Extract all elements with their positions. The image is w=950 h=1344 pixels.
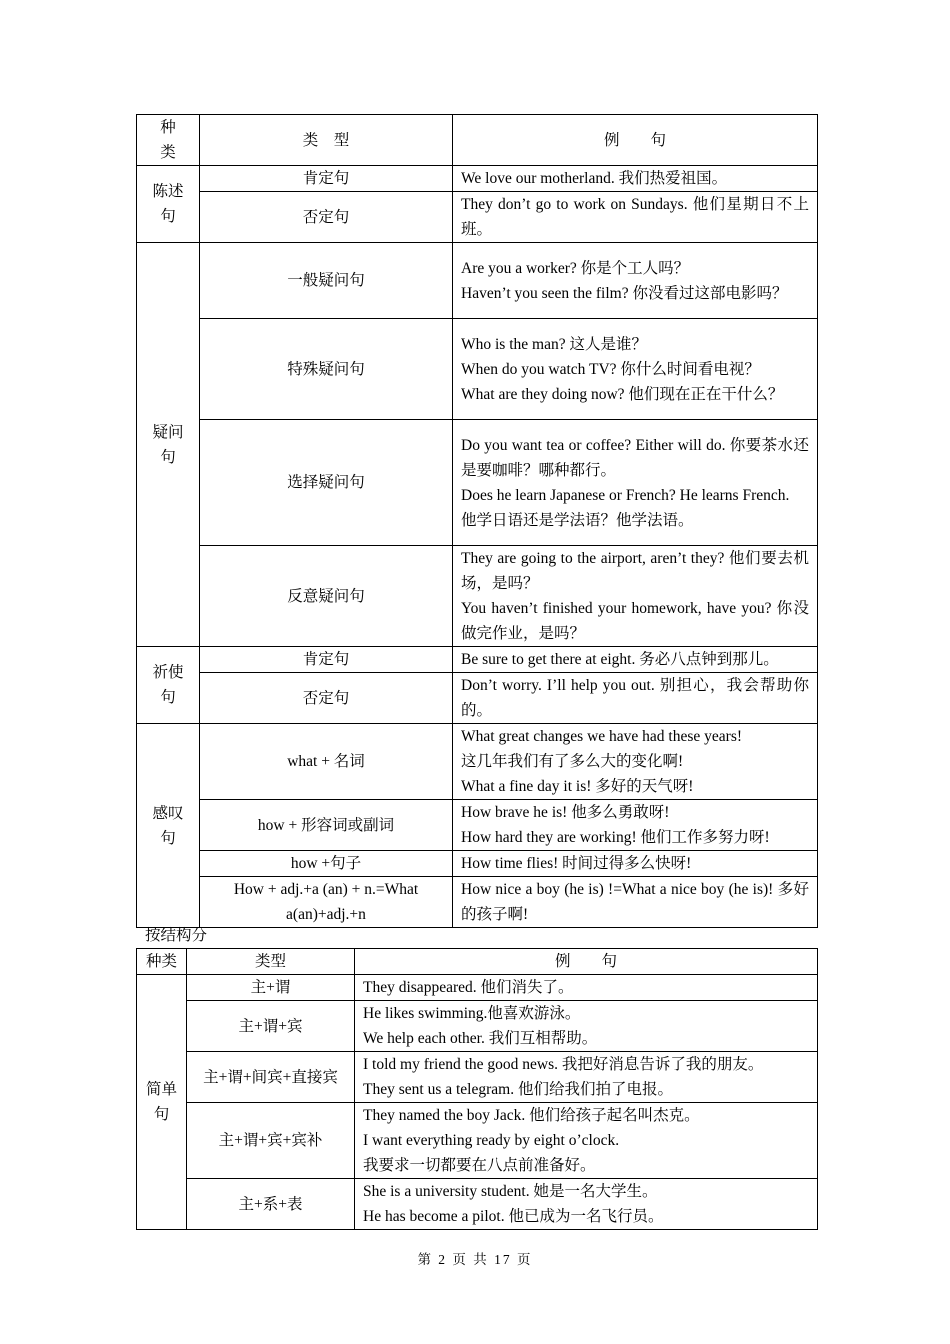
table-row [137,1179,818,1230]
example-line: He has become a pilot. 他已成为一名飞行员。 [363,1208,664,1225]
example-cell [355,975,818,1001]
example-cell [355,1052,818,1103]
table-row [137,800,818,851]
table-row [137,546,818,647]
table-row [137,1052,818,1103]
example-line: We love our motherland. 我们热爱祖国。 [461,170,728,187]
example-line: How brave he is! 他多么勇敢呀! [461,804,670,821]
table-row [137,851,818,877]
table-row [137,1001,818,1052]
type-cell: How + adj.+a (an) + n.=What a(an)+adj.+n [200,877,453,928]
example-line: Be sure to get there at eight. 务必八点钟到那儿。 [461,651,779,668]
example-line: 他学日语还是学法语？他学法语。 [461,511,694,529]
example-line: They sent us a telegram. 他们给我们拍了电报。 [363,1081,673,1098]
table-row [137,673,818,724]
type-cell: 肯定句 [200,647,453,673]
section-title: 按结构分 [145,927,208,944]
type-cell: what + 名词 [200,724,453,800]
category-cell: 陈述句 [137,166,200,243]
type-cell: 主+谓+宾 [187,1001,355,1052]
example-line: I told my friend the good news. 我把好消息告诉了我的朋友。 [363,1056,764,1073]
type-cell: 否定句 [200,192,453,243]
example-cell [453,851,818,877]
example-line: Haven’t you seen the film? 你没看过这部电影吗？ [461,284,788,302]
example-cell [453,192,818,243]
table-row [137,877,818,928]
example-cell [453,243,818,319]
type-cell: 一般疑问句 [200,243,453,319]
example-cell [453,800,818,851]
header-example: 例 句 [355,949,818,975]
table-row [137,724,818,800]
type-cell: 反意疑问句 [200,546,453,647]
example-line: Are you a worker? 你是个工人吗？ [461,259,690,277]
table-header-row [137,115,818,166]
header-example: 例 句 [453,115,818,166]
example-line: What a fine day it is! 多好的天气呀! [461,778,694,795]
example-cell [453,724,818,800]
header-category: 种类 [137,949,187,975]
example-cell [453,647,818,673]
example-line: What great changes we have had these years! [461,728,743,745]
example-line: 我要求一切都要在八点前准备好。 [363,1157,596,1174]
example-line: Does he learn Japanese or French? He learns French. [461,486,790,504]
type-cell: how + 形容词或副词 [200,800,453,851]
example-cell [355,1103,818,1179]
example-line: We help each other. 我们互相帮助。 [363,1030,598,1047]
type-cell: 主+谓+宾+宾补 [187,1103,355,1179]
category-cell: 祈使句 [137,647,200,724]
example-line: Don’t worry. I’ll help you out. 别担心，我会帮助你的。 [461,677,809,719]
page-number-footer: 第 2 页 共 17 页 [417,1252,533,1267]
example-line: You haven’t finished your homework, have you? 你没做完作业，是吗？ [461,600,809,642]
example-cell [453,420,818,546]
table-row [137,166,818,192]
header-category: 种类 [137,115,200,166]
example-cell [355,1179,818,1230]
table-row [137,975,818,1001]
example-line: Who is the man? 这人是谁？ [461,335,647,353]
example-line: How time flies! 时间过得多么快呀! [461,855,692,872]
example-line: He likes swimming.他喜欢游泳。 [363,1005,581,1022]
category-cell: 疑问句 [137,243,200,647]
example-line: Do you want tea or coffee? Either will do. 你要茶水还是要咖啡？哪种都行。 [461,436,809,479]
example-line: What are they doing now? 他们现在正在干什么？ [461,385,784,403]
example-line: 这几年我们有了多么大的变化啊! [461,753,684,770]
type-cell: 否定句 [200,673,453,724]
example-cell [453,319,818,420]
category-cell: 感叹句 [137,724,200,928]
table-row [137,1103,818,1179]
type-cell: 特殊疑问句 [200,319,453,420]
category-cell: 简单句 [137,975,187,1230]
example-line: When do you watch TV? 你什么时间看电视？ [461,360,760,378]
table-row [137,319,818,420]
type-cell: 主+系+表 [187,1179,355,1230]
type-cell: 肯定句 [200,166,453,192]
example-line: She is a university student. 她是一名大学生。 [363,1183,658,1200]
sentence-types-by-function-table [136,114,818,928]
type-cell: 选择疑问句 [200,420,453,546]
table-row [137,192,818,243]
example-line: I want everything ready by eight o’clock. [363,1132,620,1149]
type-cell: 主+谓+间宾+直接宾 [187,1052,355,1103]
header-type: 类型 [187,949,355,975]
table-row [137,420,818,546]
example-line: They named the boy Jack. 他们给孩子起名叫杰克。 [363,1107,700,1124]
example-line: They disappeared. 他们消失了。 [363,979,574,996]
example-line: How hard they are working! 他们工作多努力呀! [461,829,770,846]
table-row [137,243,818,319]
example-cell [355,1001,818,1052]
type-cell: how +句子 [200,851,453,877]
header-type: 类 型 [200,115,453,166]
example-cell [453,546,818,647]
table-header-row [137,949,818,975]
table-row [137,647,818,673]
sentence-types-by-structure-table [136,948,818,1230]
example-line: They are going to the airport, aren’t they? 他们要去机场，是吗？ [461,550,809,592]
example-line: They don’t go to work on Sundays. 他们星期日不上班。 [461,196,809,238]
example-cell [453,673,818,724]
example-line: How nice a boy (he is) !=What a nice boy (he is)! 多好的孩子啊! [461,881,809,923]
example-cell [453,877,818,928]
example-cell [453,166,818,192]
type-cell: 主+谓 [187,975,355,1001]
